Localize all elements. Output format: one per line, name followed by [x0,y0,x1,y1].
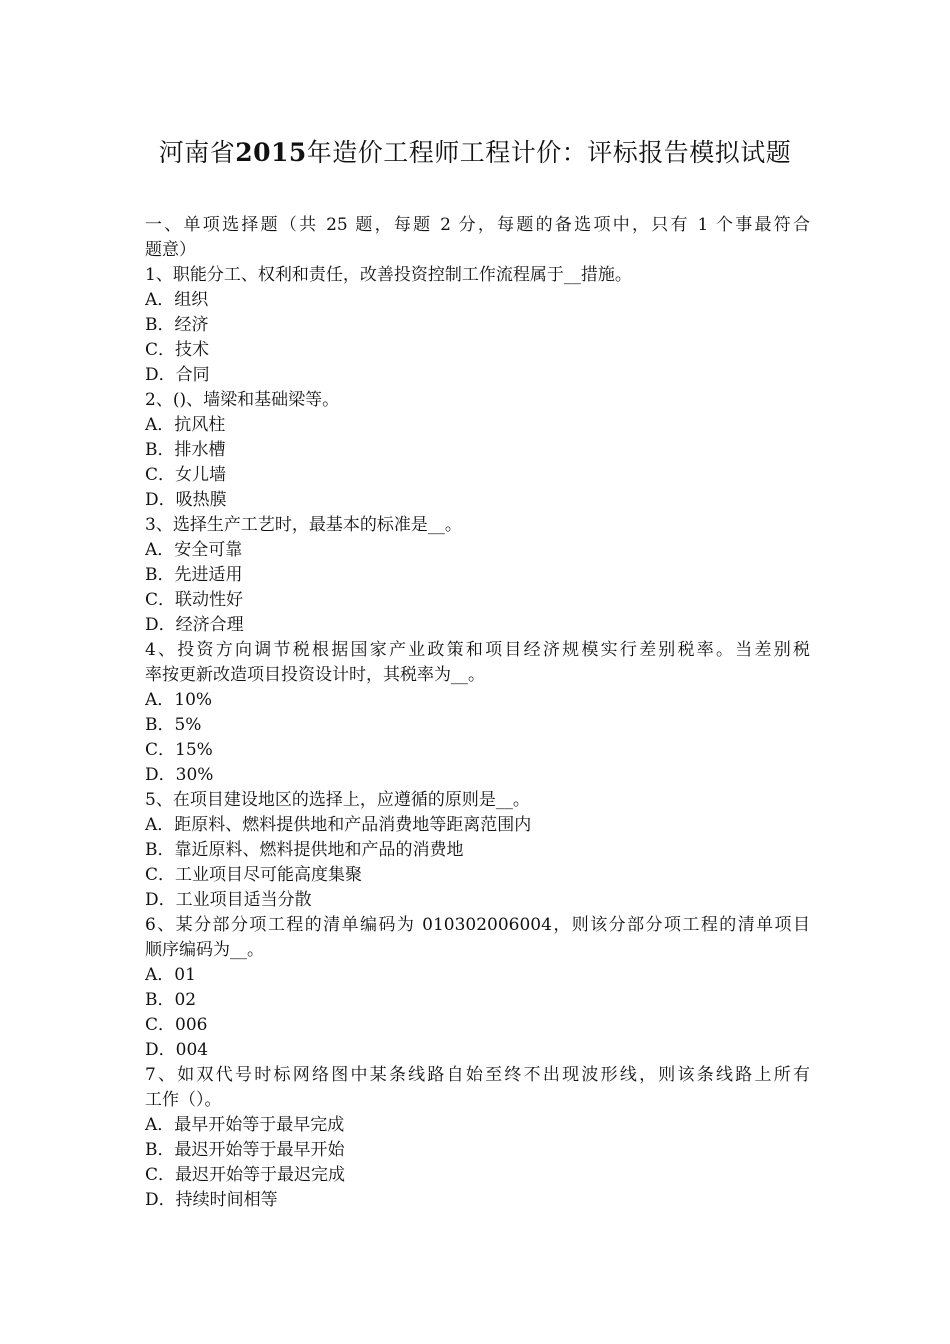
answer-option: C．联动性好 [145,590,244,610]
answer-option: A．抗风柱 [145,415,226,435]
title-year: 2015 [235,138,307,167]
question-block [145,513,810,638]
answer-option: A．距原料、燃料提供地和产品消费地等距离范围内 [145,815,532,835]
question-block [145,1063,810,1213]
section-heading-line-1: 一、单项选择题（共 25 题，每题 2 分，每题的备选项中，只有 1 个事最符合 [145,215,810,235]
question-stem: 2、()、墙梁和基础梁等。 [145,390,340,410]
question-stem: 率按更新改造项目投资设计时，其税率为__。 [145,665,485,685]
answer-option: A．10% [145,690,213,710]
answer-option: C．女儿墙 [145,465,227,485]
question-list [145,263,810,1213]
answer-option: D．工业项目适当分散 [145,890,312,910]
title-prefix: 河南省 [158,138,236,167]
answer-option: D．持续时间相等 [145,1190,278,1210]
answer-option: B．5% [145,715,202,735]
answer-option: C．15% [145,740,213,760]
answer-option: B．经济 [145,315,209,335]
document-body [145,213,810,1213]
question-stem: 顺序编码为__。 [145,940,264,960]
question-stem: 4、投资方向调节税根据国家产业政策和项目经济规模实行差别税率。当差别税 [145,640,810,660]
question-stem: 6、某分部分项工程的清单编码为 010302006004，则该分部分项工程的清单项目 [145,915,810,935]
answer-option: D．合同 [145,365,210,385]
answer-option: B．排水槽 [145,440,226,460]
answer-option: B．靠近原料、燃料提供地和产品的消费地 [145,840,464,860]
question-block [145,263,810,388]
question-stem: 工作（）。 [145,1090,222,1110]
question-block [145,388,810,513]
title-suffix: 年造价工程师工程计价：评标报告模拟试题 [306,138,792,167]
question-stem: 1、职能分工、权利和责任，改善投资控制工作流程属于__措施。 [145,265,632,285]
answer-option: B．02 [145,990,197,1010]
answer-option: D．吸热膜 [145,490,227,510]
answer-option: A．01 [145,965,196,985]
question-block [145,638,810,788]
question-stem: 5、在项目建设地区的选择上，应遵循的原则是__。 [145,790,530,810]
answer-option: A．组织 [145,290,209,310]
answer-option: C．最迟开始等于最迟完成 [145,1165,346,1185]
answer-option: D．经济合理 [145,615,244,635]
question-stem: 7、如双代号时标网络图中某条线路自始至终不出现波形线，则该条线路上所有 [145,1065,810,1085]
question-block [145,913,810,1063]
answer-option: D．004 [145,1040,209,1060]
document-title [0,136,950,170]
answer-option: B．最迟开始等于最早开始 [145,1140,345,1160]
answer-option: B．先进适用 [145,565,243,585]
question-block [145,788,810,913]
answer-option: D．30% [145,765,214,785]
section-heading-line-2: 题意） [145,240,196,260]
answer-option: C．006 [145,1015,208,1035]
answer-option: A．最早开始等于最早完成 [145,1115,345,1135]
answer-option: C．工业项目尽可能高度集聚 [145,865,363,885]
question-stem: 3、选择生产工艺时，最基本的标准是__。 [145,515,462,535]
answer-option: C．技术 [145,340,210,360]
answer-option: A．安全可靠 [145,540,243,560]
